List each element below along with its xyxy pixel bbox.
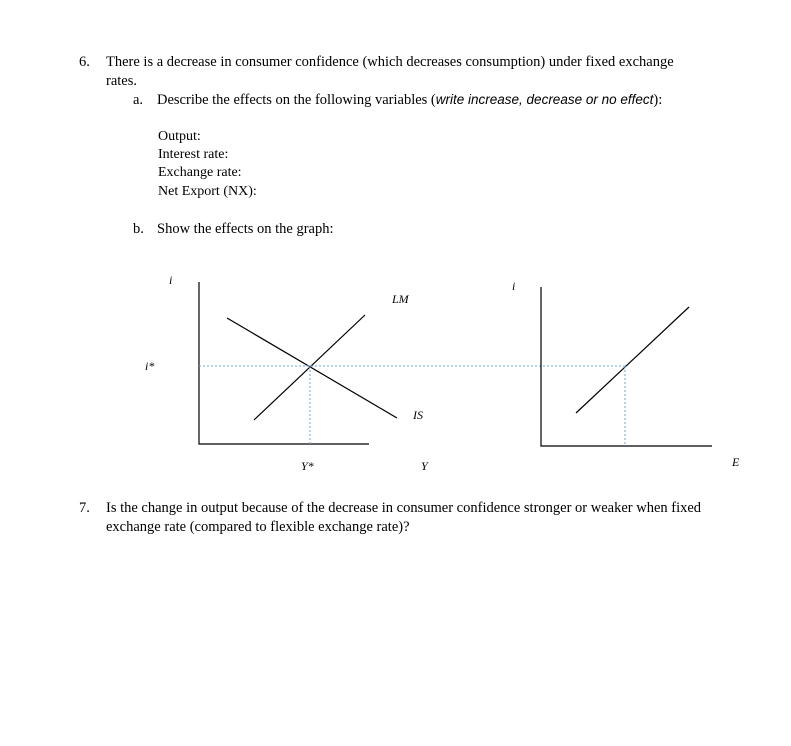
part-a-marker: a. [133,92,144,108]
interest-parity-curve [576,307,689,413]
right-axes [541,287,712,446]
part-b-text: Show the effects on the graph: [157,221,334,237]
part-a-prefix: Describe the effects on the following variables ( [157,92,436,108]
part-b-marker: b. [133,221,144,237]
right-i-axis-label: i [512,279,516,293]
e-axis-label: E [732,455,740,469]
question-6-text-line1: There is a decrease in consumer confidence (which decreases consumption) under fixed exchange [106,54,674,70]
y-star-label: Y* [301,459,314,473]
part-a-suffix: ): [653,92,663,108]
question-6-number: 6. [79,54,90,70]
variable-exchange-rate: Exchange rate: [158,165,242,180]
i-star-label: i* [145,359,155,373]
is-curve [227,318,397,418]
question-7-text-line1: Is the change in output because of the decrease in consumer confidence stronger or weaker when fixed [106,500,702,516]
variable-output: Output: [158,129,201,144]
variable-net-export: Net Export (NX): [158,184,257,199]
y-axis-label: Y [421,459,428,473]
left-i-axis-label: i [169,273,173,287]
lm-label: LM [392,292,409,306]
question-7-number: 7. [79,500,90,516]
question-7-text-line2: exchange rate (compared to flexible exchange rate)? [106,519,410,535]
is-label: IS [413,408,423,422]
variable-interest-rate: Interest rate: [158,147,229,162]
part-a-instruction: write increase, decrease or no effect [435,92,654,107]
question-6-text-line2: rates. [106,73,137,89]
left-axes [199,282,369,444]
